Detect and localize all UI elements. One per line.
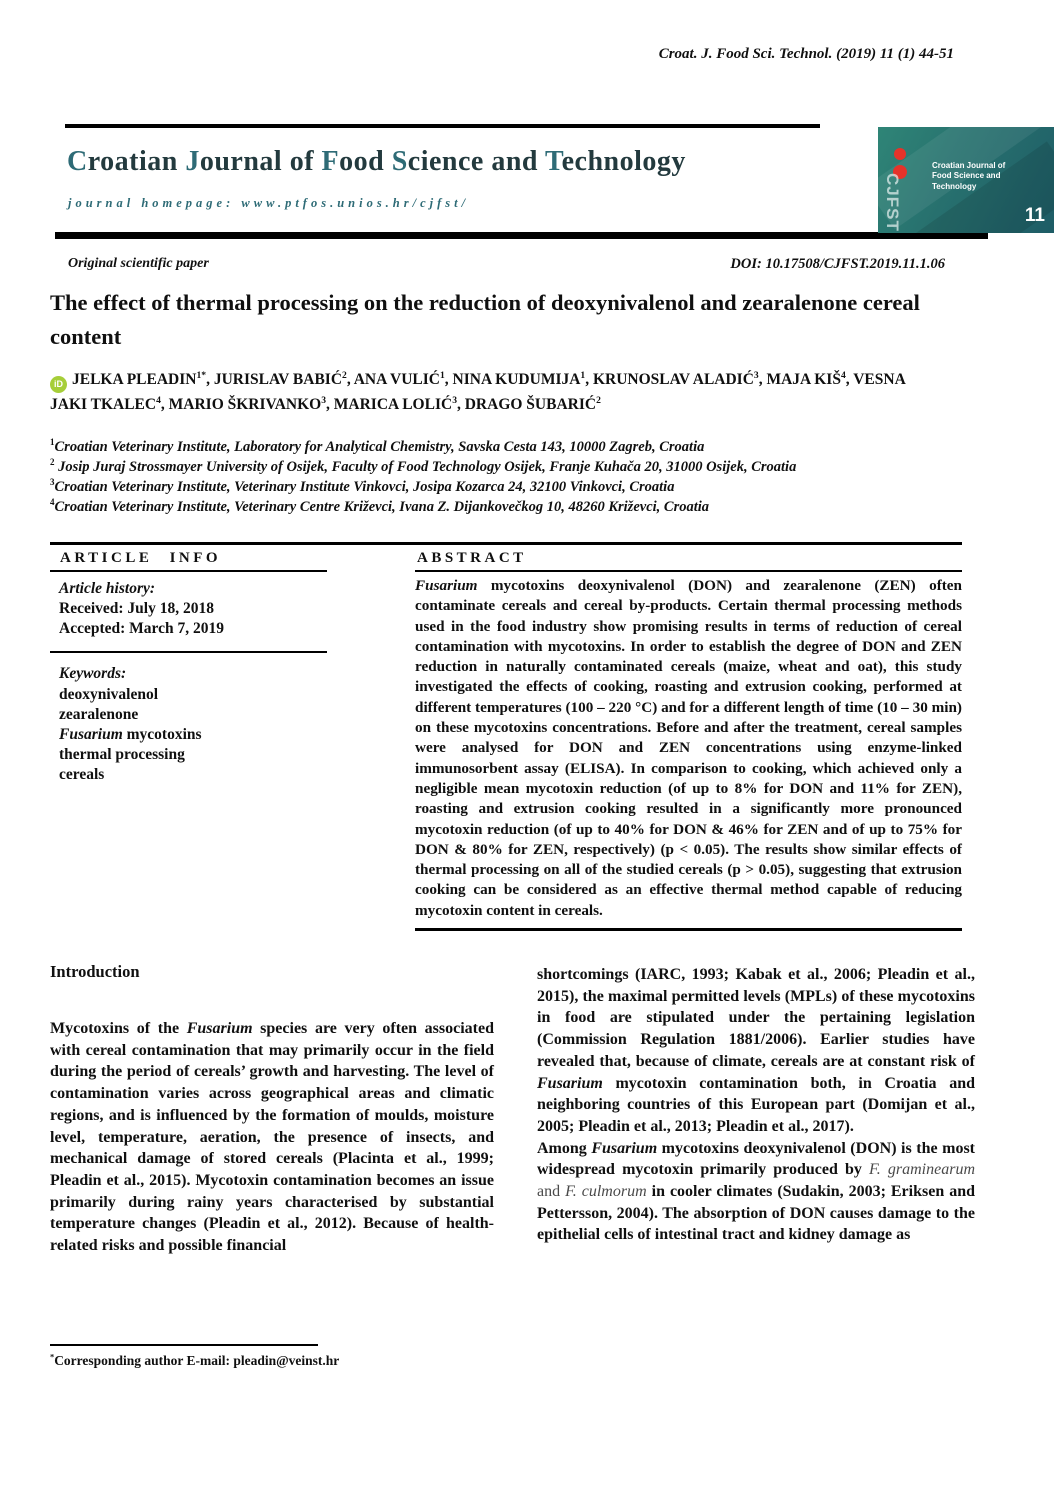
keywords-block [50, 657, 327, 785]
logo-cover-title: Croatian Journal of Food Science and Technology [932, 161, 1006, 191]
body-paragraph: Among Fusarium mycotoxins deoxynivalenol (DON) is the most widespread mycotoxin primarily produced by F. graminearum and F. culmorum in cooler climates (Sudakin, 2003; Eriksen and Pettersson, 2004). The absorption of DON causes damage to the epithelial cells of intestinal tract and kidney damage as [537, 1139, 976, 1244]
keyword: cereals [59, 766, 105, 784]
logo-cjfst-vertical-text: CJFST [883, 173, 902, 232]
article-info-column [50, 545, 327, 785]
article-type-label: Original scientific paper [68, 256, 209, 271]
journal-title: Croatian Journal of Food Science and Technology [67, 146, 686, 177]
logo-red-dot [894, 148, 906, 160]
affiliation-line: $^3$Croatian Veterinary Institute, Veterinary Institute Vinkovci, Josipa Kozarca 24, 32100 Vinkovci, Croatia [50, 477, 675, 495]
masthead-bottom-rule [55, 232, 988, 239]
keyword: zearalenone [59, 705, 139, 723]
keywords-separator-rule [50, 651, 327, 653]
authors-names: JELKA $PLEADIN^{1*}$, JURISLAV BABIĆ$^2$, ANA VULIĆ$^1$, NINA KUDUMIJA$^1$, KRUNOSLAV ALADIĆ$^3$, MAJA KIŠ$^4$, VESNA JAKI TKALEC$^4$, MARIO ŠKRIVANKO$^3$, MARICA LOLIĆ$^3$, DRAGO ŠUBARIĆ$^2$ [50, 369, 905, 413]
doi-label: DOI: 10.17508/CJFST.2019.11.1.06 [730, 256, 945, 272]
accepted-date: Accepted: March 7, 2019 [59, 620, 225, 638]
keywords-label: Keywords: [59, 665, 127, 683]
introduction-paragraph: Mycotoxins of the Fusarium species are very often associated with cereal contamination that may primarily occur in the field during the period of cereals’ growth and harvesting. The level of contamination varies across geographical areas and climatic regions, and is influenced by the formation of moulds, moisture level, temperature, aeration, the presence of insects, and mechanical damage of stored cereals (Placinta et al., 1999; Pleadin et al., 2015). Mycotoxin contamination becomes an issue primarily during rainy years characterised by substantial temperature changes (Pleadin et al., 2012). Because of health-related risks and possible financial [50, 1020, 494, 1255]
abstract-heading: ABSTRACT [415, 545, 962, 572]
affiliation-line: $^4$Croatian Veterinary Institute, Veterinary Centre Križevci, Ivana Z. Dijankovečkog 10, 48260 Križevci, Croatia [50, 497, 710, 515]
orcid-icon: iD [50, 376, 67, 393]
corresponding-author-footnote: *Corresponding author E-mail: pleadin@veinst.hr [50, 1352, 340, 1368]
body-right-column [537, 964, 975, 1246]
keyword: thermal processing [59, 745, 185, 763]
info-abstract-section [50, 542, 962, 947]
body-left-column [50, 962, 494, 1257]
abstract-column [415, 545, 962, 931]
article-history-label: Article history: [59, 580, 156, 597]
affiliation-line: $^1$Croatian Veterinary Institute, Laboratory for Analytical Chemistry, Savska Cesta 143, 10000 Zagreb, Croatia [50, 437, 705, 455]
journal-cover-logo [878, 127, 1054, 233]
received-date: Received: July 18, 2018 [59, 600, 214, 618]
article-info-heading: ARTICLE INFO [50, 545, 327, 572]
affiliation-line: $^2$ Josip Juraj Strossmayer University of Osijek, Faculty of Food Technology Osijek, Franje Kuhača 20, 31000 Osijek, Croatia [50, 457, 797, 475]
affiliations [50, 437, 970, 517]
introduction-heading: Introduction [50, 962, 140, 981]
masthead-top-rule [65, 124, 820, 128]
journal-citation: Croat. J. Food Sci. Technol. (2019) 11 (1) 44-51 [658, 46, 954, 62]
authors-line [50, 368, 940, 418]
journal-homepage-link: journal homepage: www.ptfos.unios.hr/cjfst/ [68, 196, 470, 210]
abstract-text: Fusarium mycotoxins deoxynivalenol (DON) and zearalenone (ZEN) often contaminate cereals and cereal by-products. Certain thermal processing methods used in the food industry show promising results in terms of reduction of cereal contamination with mycotoxins. In order to establish the degree of DON and ZEN reduction in naturally contaminated cereals (maize, wheat and oat), this study investigated the effects of cooking, roasting and extrusion cooking, performed at different temperatures (100 – 220 °C) and for a different length of time (10 – 30 min) on these mycotoxins concentrations. Before and after the treatment, cereal samples were analysed for DON and ZEN concentrations using enzyme-linked immunosorbent assay (ELISA). In comparison to cooking, which achieved only a negligible mean mycotoxin reduction (of up to 8% for DON and 11% for ZEN), roasting and extrusion cooking resulted in a significantly more pronounced mycotoxin reduction (of up to 40% for DON & 46% for ZEN and of up to 75% for DON & 80% for ZEN, respectively) (p < 0.05). The results show similar effects of thermal processing on all of the studied cereals (p > 0.05), suggesting that extrusion cooking can be considered as an effective thermal method capable of reducing mycotoxin content in cereals. [415, 576, 962, 931]
keyword: deoxynivalenol [59, 685, 159, 703]
body-paragraph: shortcomings (IARC, 1993; Kabak et al., 2006; Pleadin et al., 2015), the maximal permitted levels (MPLs) of these mycotoxins in food are stipulated under the pertaining legislation (Commission Regulation 1881/2006). Earlier studies have revealed that, because of climate, cereals are at constant risk of Fusarium mycotoxin contamination both, in Croatia and neighboring countries of this European part (Domijan et al., 2005; Pleadin et al., 2013; Pleadin et al., 2017). [537, 966, 975, 1135]
footnote-rule [50, 1344, 318, 1346]
article-history-block [50, 572, 327, 639]
keyword: Fusarium mycotoxins [59, 725, 202, 743]
logo-issue-number: 11 [1024, 205, 1045, 226]
article-title: The effect of thermal processing on the reduction of deoxynivalenol and zearalenone cereal content [50, 290, 920, 349]
